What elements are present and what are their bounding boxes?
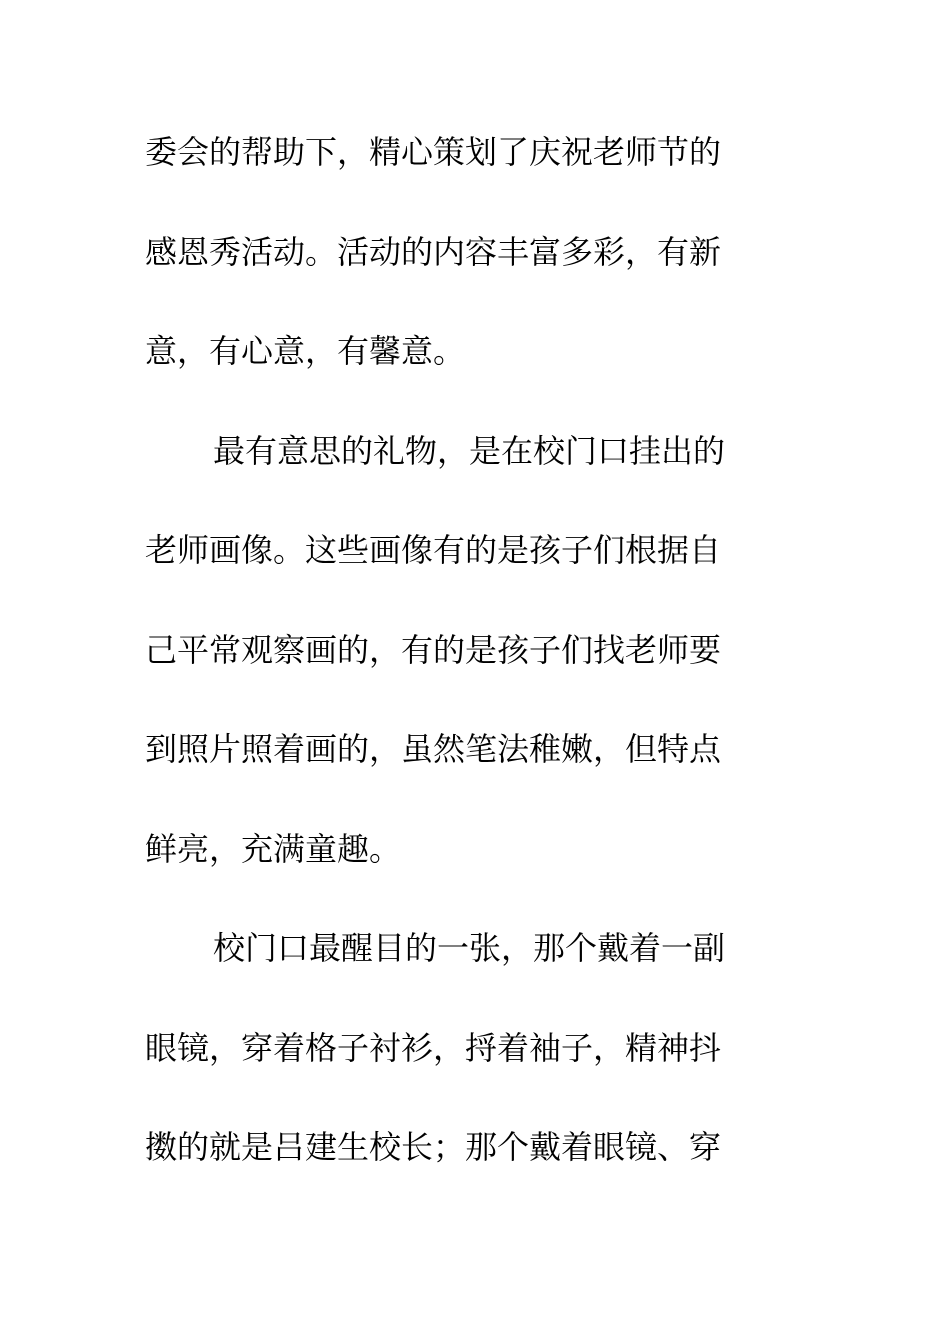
text-line: 鲜亮，充满童趣。 bbox=[145, 829, 402, 868]
paragraph-start-line: 最有意思的礼物，是在校门口挂出的 bbox=[213, 431, 726, 470]
text-line: 委会的帮助下，精心策划了庆祝老师节的 bbox=[145, 133, 722, 171]
text-line: 眼镜，穿着格子衬衫，捋着袖子，精神抖 bbox=[145, 1028, 722, 1067]
paragraph-start-line: 校门口最醒目的一张，那个戴着一副 bbox=[213, 929, 726, 967]
text-line: 擞的就是吕建生校长；那个戴着眼镜、穿 bbox=[145, 1128, 722, 1166]
text-line: 到照片照着画的，虽然笔法稚嫩，但特点 bbox=[145, 730, 722, 768]
text-line: 老师画像。这些画像有的是孩子们根据自 bbox=[145, 531, 722, 569]
text-line: 意，有心意，有馨意。 bbox=[145, 332, 466, 370]
text-line: 感恩秀活动。活动的内容丰富多彩，有新 bbox=[145, 232, 722, 271]
document-body bbox=[145, 120, 785, 1215]
text-line: 己平常观察画的，有的是孩子们找老师要 bbox=[145, 630, 722, 669]
